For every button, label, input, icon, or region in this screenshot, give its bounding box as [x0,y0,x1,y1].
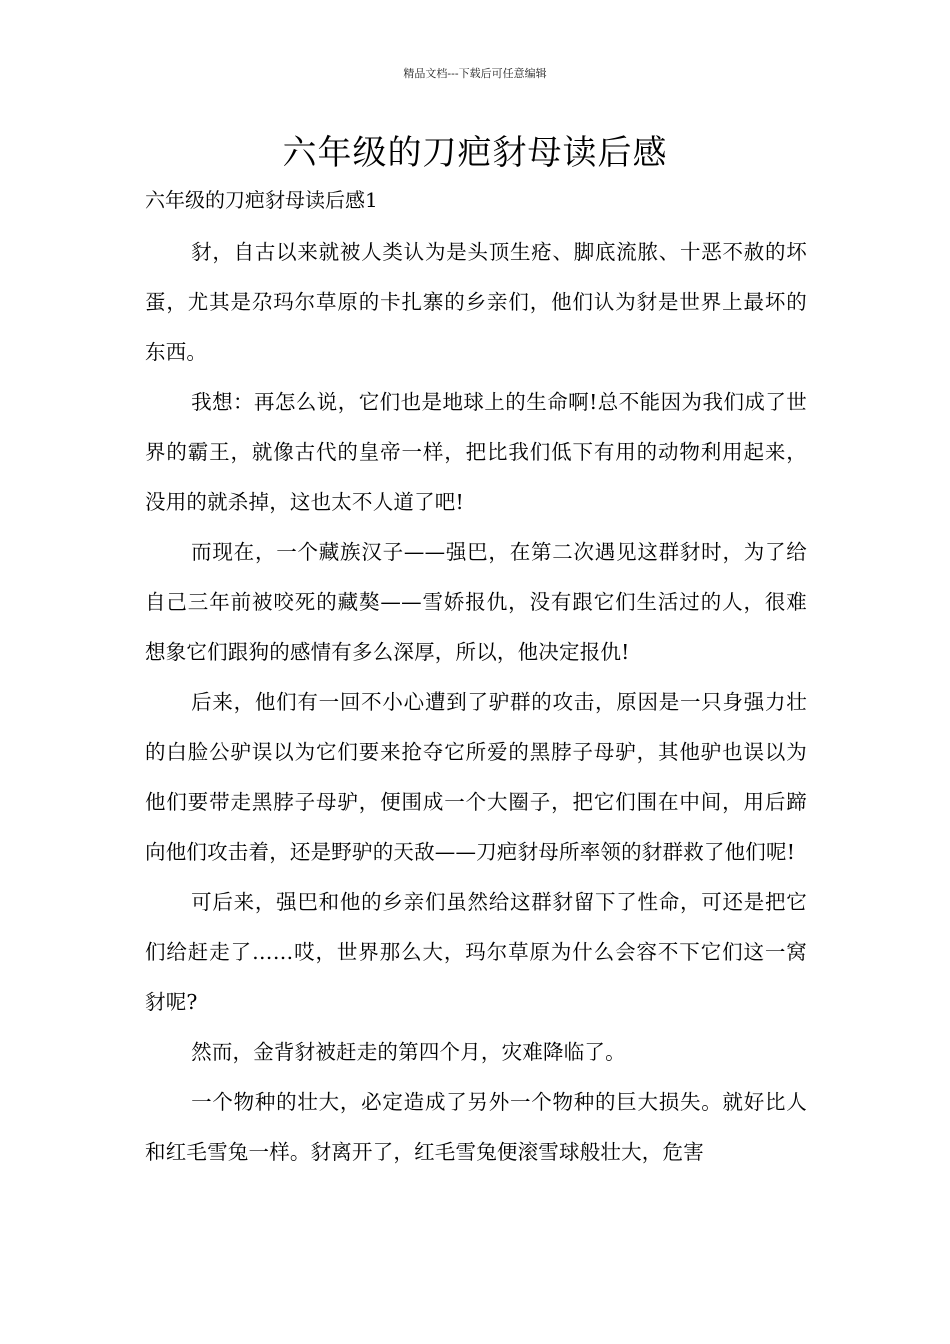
document-subtitle: 六年级的刀疤豺母读后感1 [145,188,378,212]
paragraph: 豺，自古以来就被人类认为是头顶生疮、脚底流脓、十恶不赦的坏蛋，尤其是尕玛尔草原的卡扎寨的乡亲们，他们认为豺是世界上最坏的东西。 [145,240,807,364]
page-header: 精品文档---下载后可任意编辑 [403,67,547,80]
paragraph: 一个物种的壮大，必定造成了另外一个物种的巨大损失。就好比人和红毛雪兔一样。豺离开了，红毛雪兔便滚雪球般壮大，危害 [145,1090,807,1164]
document-body [145,227,807,1177]
document-title: 六年级的刀疤豺母读后感 [282,133,668,173]
paragraph: 可后来，强巴和他的乡亲们虽然给这群豺留下了性命，可还是把它们给赶走了……哎，世界那么大，玛尔草原为什么会容不下它们这一窝豺呢? [145,890,807,1014]
paragraph: 我想：再怎么说，它们也是地球上的生命啊!总不能因为我们成了世界的霸王，就像古代的皇帝一样，把比我们低下有用的动物利用起来，没用的就杀掉，这也太不人道了吧! [145,390,807,514]
paragraph: 然而，金背豺被赶走的第四个月，灾难降临了。 [191,1040,626,1064]
paragraph: 后来，他们有一回不小心遭到了驴群的攻击，原因是一只身强力壮的白脸公驴误以为它们要来抢夺它所爱的黑脖子母驴，其他驴也误以为他们要带走黑脖子母驴，便围成一个大圈子，把它们围在中间，用后蹄向他们攻击着，还是野驴的天敌——刀疤豺母所率领的豺群救了他们呢! [145,690,807,864]
paragraph: 而现在，一个藏族汉子——强巴，在第二次遇见这群豺时，为了给自己三年前被咬死的藏獒——雪娇报仇，没有跟它们生活过的人，很难想象它们跟狗的感情有多么深厚，所以，他决定报仇! [145,540,807,664]
